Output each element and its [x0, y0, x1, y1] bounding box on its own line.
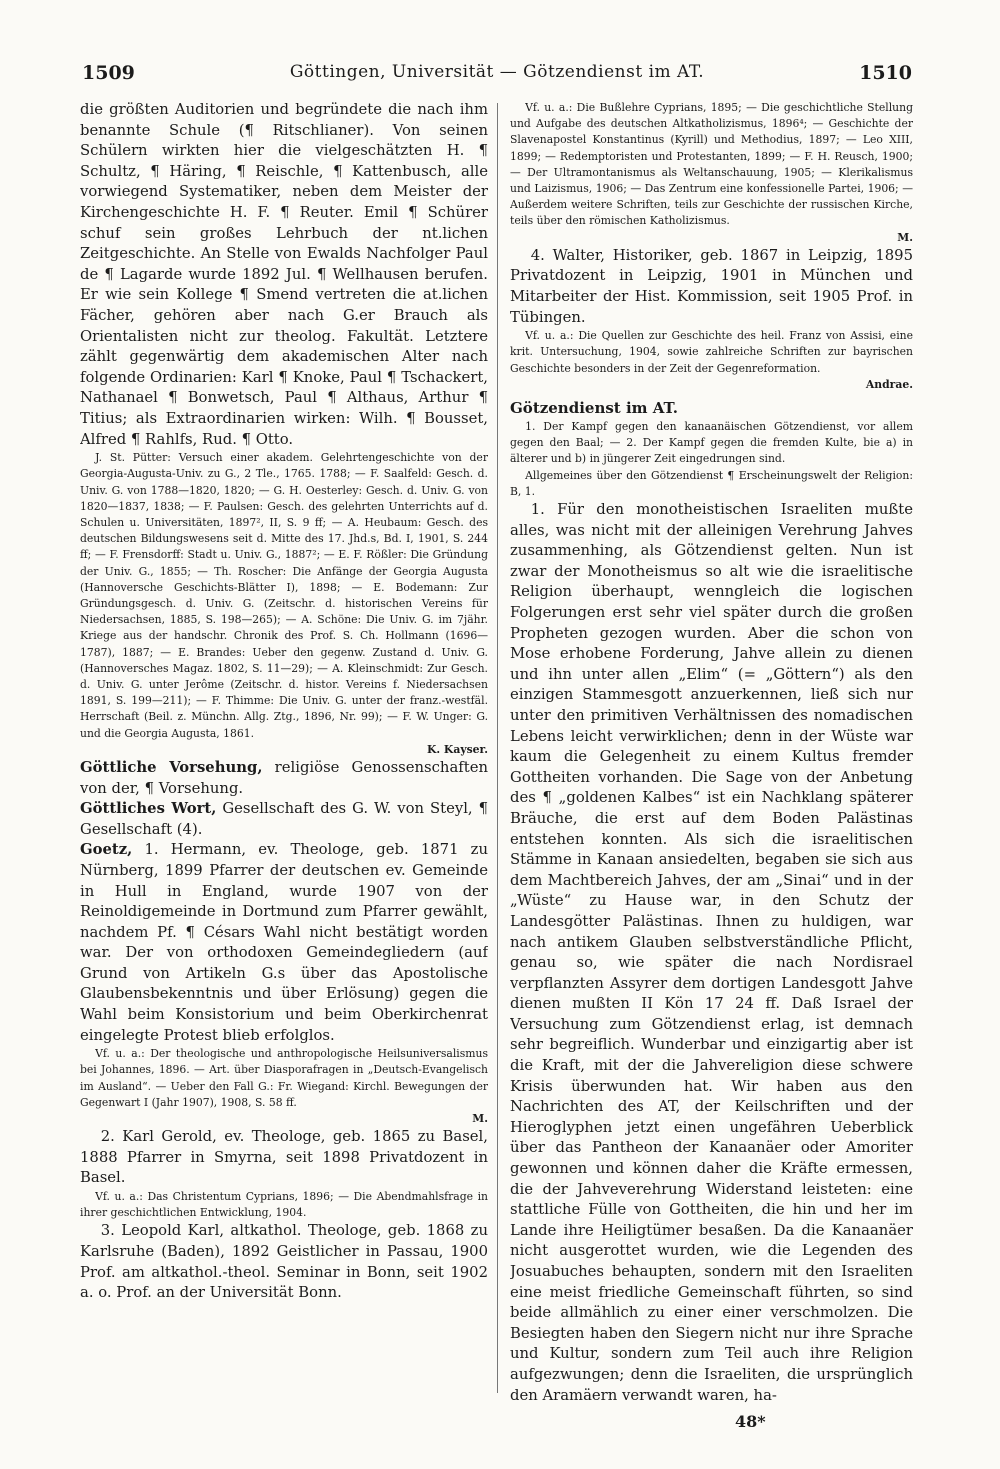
page-number-left: 1509: [82, 62, 135, 84]
right-column: [510, 100, 913, 1405]
column-divider: [497, 103, 498, 1393]
literature-note: Vf. u. a.: Die Quellen zur Geschichte des heil. Franz von Assisi, eine krit. Untersuchung, 1904, sowie zahlreiche Schriften zur bayrischen Geschichte besonders in der Zeit der Gegenreformation.: [510, 329, 913, 375]
entry-text: 3. Leopold Karl, altkathol. Theologe, geb. 1868 zu Karlsruhe (Baden), 1892 Geistlicher in Passau, 1900 Prof. am altkathol.-theol. Seminar in Bonn, seit 1902 a. o. Prof. an der Universität Bonn.: [80, 1222, 488, 1302]
table-of-contents: 1. Der Kampf gegen den kanaanäischen Götzendienst, vor allem gegen den Baal; — 2. Der Kampf gegen die fremden Kulte, bie a) in älterer und b) in jüngerer Zeit eingedrungen sind.: [510, 420, 913, 466]
entry-heading: Göttliche Vorsehung,: [80, 758, 263, 776]
literature-note: Vf. u. a.: Das Christentum Cyprians, 1896; — Die Abendmahlsfrage in ihrer geschichtlichen Entwicklung, 1904.: [80, 1190, 488, 1220]
paragraph: die größten Auditorien und begründete die nach ihm benannte Schule (¶ Ritschlianer). Von seinen Schülern wirkten hier die vielgeschätzten H. ¶ Schultz, ¶ Häring, ¶ Reischle, ¶ Kattenbusch, alle vorwiegend Systematiker, neben dem Meister der Kirchengeschichte H. F. ¶ Reuter. Emil ¶ Schürer schuf sein großes Lehrbuch der nt.lichen Zeitgeschichte. An Stelle von Ewalds Nachfolger Paul de ¶ Lagarde wurde 1892 Jul. ¶ Wellhausen berufen. Er wie sein Kollege ¶ Smend vertreten die at.lichen Fächer, gehören aber nach G.er Brauch als Orientalisten nicht zur theolog. Fakultät. Letztere zählt gegenwärtig dem akademischen Alter nach folgende Ordinarien: Karl ¶ Knoke, Paul ¶ Tschackert, Nathanael ¶ Bonwetsch, Paul ¶ Althaus, Arthur ¶ Titius; als Extraordinarien wirken: Wilh. ¶ Bousset, Alfred ¶ Rahlfs, Rud. ¶ Otto.: [80, 101, 488, 448]
entry-text: 4. Walter, Historiker, geb. 1867 in Leipzig, 1895 Privatdozent in Leipzig, 1901 in München und Mitarbeiter der Hist. Kommission, seit 1905 Prof. in Tübingen.: [510, 246, 913, 326]
entry-heading: Goetz,: [80, 841, 133, 859]
entry-heading: Göttliches Wort,: [80, 800, 217, 818]
article-heading: Götzendienst im AT.: [510, 399, 679, 418]
entry-text: religiöse Genossenschaften von der, ¶ Vorsehung.: [80, 758, 488, 797]
running-title: Göttingen, Universität — Götzendienst im AT.: [289, 62, 705, 82]
page-number-right: 1510: [859, 62, 912, 84]
author-signature: M.: [472, 1112, 488, 1126]
literature-note: Vf. u. a.: Die Bußlehre Cyprians, 1895; — Die geschichtliche Stellung und Aufgabe des deutschen Altkatholizismus, 1896⁴; — Geschichte der Slavenapostel Konstantinus (Kyrill) und Methodius, 1897; — Leo XIII, 1899; — Redemptoristen und Protestanten, 1899; — F. H. Reusch, 1900; — Der Ultramontanismus als Weltanschauung, 1905; — Klerikalismus und Laizismus, 1906; — Das Zentrum eine konfessionelle Partei, 1906; — Außerdem weitere Schriften, teils zur Geschichte der russischen Kirche, teils über den römischen Katholizismus.: [510, 101, 913, 228]
signature-mark: 48*: [735, 1412, 766, 1431]
page-header: [82, 60, 912, 96]
left-column: [80, 100, 488, 1405]
cross-reference: Allgemeines über den Götzendienst ¶ Erscheinungswelt der Religion: B, 1.: [510, 468, 913, 498]
entry-text: 1. Hermann, ev. Theologe, geb. 1871 zu Nürnberg, 1899 Pfarrer der deutschen ev. Gemeinde in Hull in England, wurde 1907 von der Reinoldigemeinde in Dortmund zum Pfarrer gewählt, nachdem Pf. ¶ Césars Wahl nicht bestätigt worden war. Der von orthodoxen Gemeindegliedern (auf Grund von Artikeln G.s über das Apostolische Glaubensbekenntnis und über Erlösung) gegen die Wahl beim Konsistorium und beim Oberkirchenrat eingelegte Protest blieb erfolglos.: [80, 841, 488, 1044]
author-signature: M.: [897, 230, 913, 244]
author-signature: K. Kayser.: [427, 742, 488, 756]
author-signature: Andrae.: [865, 377, 913, 391]
entry-text: 2. Karl Gerold, ev. Theologe, geb. 1865 zu Basel, 1888 Pfarrer in Smyrna, seit 1898 Privatdozent in Basel.: [80, 1128, 488, 1187]
literature-note: J. St. Pütter: Versuch einer akadem. Gelehrtengeschichte von der Georgia-Augusta-Univ. zu G., 2 Tle., 1765. 1788; — F. Saalfeld: Gesch. d. Univ. G. von 1788—1820, 1820; — G. H. Oesterley: Gesch. d. Univ. G. von 1820—1837, 1838; — F. Paulsen: Gesch. des gelehrten Unterrichts auf d. Schulen u. Universitäten, 1897², II, S. 9 ff; — A. Heubaum: Gesch. des deutschen Bildungswesens seit d. Mitte des 17. Jhd.s, Bd. I, 1901, S. 244 ff; — F. Frensdorff: Stadt u. Univ. G., 1887²; — E. F. Rößler: Die Gründung der Univ. G., 1855; — Th. Roscher: Die Anfänge der Georgia Augusta (Hannoversche Geschichts-Blätter I), 1898; — E. Bodemann: Zur Gründungsgesch. d. Univ. G. (Zeitschr. d. historischen Vereins für Niedersachsen, 1885, S. 198—265); — A. Schöne: Die Univ. G. im 7jähr. Kriege aus der handschr. Chronik des Prof. S. Ch. Hollmann (1696—1787), 1887; — E. Brandes: Ueber den gegenw. Zustand d. Univ. G. (Hannoversches Magaz. 1802, S. 11—29); — A. Kleinschmidt: Zur Gesch. d. Univ. G. unter Jerôme (Zeitschr. d. histor. Vereins f. Niedersachsen 1891, S. 199—211); — F. Thimme: Die Univ. G. unter der franz.-westfäl. Herrschaft (Beil. z. Münchn. Allg. Ztg., 1896, Nr. 99); — F. W. Unger: G. und die Georgia Augusta, 1861.: [80, 451, 488, 740]
entry-text: Gesellschaft des G. W. von Steyl, ¶ Gesellschaft (4).: [80, 800, 488, 838]
article-body: 1. Für den monotheistischen Israeliten mußte alles, was nicht mit der alleinigen Verehrung Jahves zusammenhing, als Götzendienst gelten. Nun ist zwar der Monotheismus so alt wie die israelitische Religion überhaupt, wenngleich die logischen Folgerungen erst sehr viel später durch die großen Propheten gezogen wurden. Aber die schon von Mose erhobene Forderung, Jahve allein zu dienen und ihn unter allen „Elim“ (= „Göttern“) als den einzigen Stammesgott anzuerkennen, ließ sich nur unter den primitiven Verhältnissen des nomadischen Lebens leicht verwirklichen; denn in der Wüste war kaum die Gelegenheit zu einem Kultus fremder Gottheiten vorhanden. Die Sage von der Anbetung des ¶ „goldenen Kalbes“ ist ein Nachklang späterer Bräuche, die erst auf dem Boden Palästinas entstehen konnten. Als sich die israelitischen Stämme in Kanaan ansiedelten, begaben sie sich aus dem Machtbereich Jahves, der am „Sinai“ und in der „Wüste“ zu Hause war, in den Schutz der Landesgötter Palästinas. Ihnen zu huldigen, war nach antikem Glauben selbstverständliche Pflicht, genau so, wie später die nach Nordisrael verpflanzten Assyrer dem dortigen Landesgott Jahve dienen mußten II Kön 17 24 ff. Daß Israel der Versuchung zum Götzendienst erlag, ist demnach sehr begreiflich. Wunderbar und einzigartig aber ist die Kraft, mit der die Jahvereligion diese schwere Krisis überwunden hat. Wir haben aus den Nachrichten des AT, der Keilschriften und der Hieroglyphen jetzt einen ungefähren Ueberblick über das Pantheon der Kanaanäer oder Amoriter gewonnen und können daher die Kräfte ermessen, die der Jahveverehrung Widerstand leisteten: eine stattliche Fülle von Gottheiten, die hin und her im Lande ihre Heiligtümer besaßen. Da die Kanaanäer nicht ausgerottet wurden, wie die Legenden des Josuabuches behaupten, sondern mit den Israeliten eine meist friedliche Gemeinschaft führten, so sind beide allmählich zu einer einer verschmolzen. Die Besiegten haben den Siegern nicht nur ihre Sprache und Kultur, sondern zum Teil auch ihre Religion aufgezwungen; denn die Israeliten, die ursprünglich den Aramäern verwandt waren, ha-: [510, 501, 913, 1404]
literature-note: Vf. u. a.: Der theologische und anthropologische Heilsuniversalismus bei Johannes, 1896. — Art. über Diasporafragen in „Deutsch-Evangelisch im Ausland“. — Ueber den Fall G.: Fr. Wiegand: Kirchl. Bewegungen der Gegenwart I (Jahr 1907), 1908, S. 58 ff.: [80, 1047, 488, 1109]
